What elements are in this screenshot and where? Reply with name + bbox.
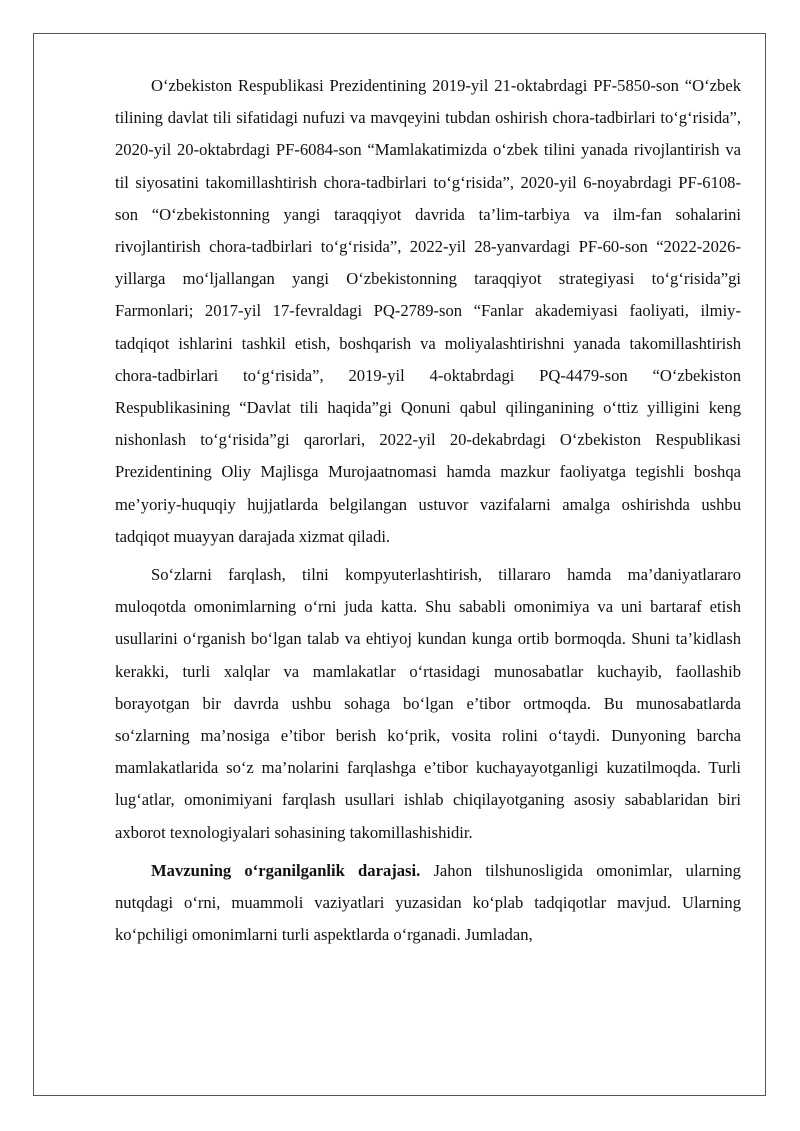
paragraph-text: So‘zlarni farqlash, tilni kompyuterlashtirish, tillararo hamda ma’daniyatlararo muloqotda omonimlarning o‘rni juda katta. Shu sababli omonimiya va uni bartaraf etish usullarini o‘rganish bo‘lgan talab va ehtiyoj kundan kunga ortib bormoqda. Shuni ta’kidlash kerakki, turli xalqlar va mamlakatlar o‘rtasidagi munosabatlar kuchayib, faollashib borayotgan bir davrda ushbu sohaga bo‘lgan e’tibor ortmoqda. Bu munosabatlarda so‘zlarning ma’nosiga e’tibor berish ko‘prik, vosita rolini o‘taydi. Dunyoning barcha mamlakatlarida so‘z ma’nolarini farqlashga e’tibor kuchayayotganligi kuzatilmoqda. Turli lug‘atlar, omonimiyani farqlash usullari ishlab chiqilayotganing asosiy sabablaridan biri axborot texnologiyalari sohasining takomillashishidir. — [115, 565, 741, 842]
paragraph-decrees — [115, 70, 741, 553]
paragraph-relevance — [115, 559, 741, 849]
section-heading-inline: Mavzuning o‘rganilganlik darajasi. — [151, 860, 421, 880]
document-body — [115, 70, 741, 951]
paragraph-text: O‘zbekiston Respublikasi Prezidentining 2019-yil 21-oktabrdagi PF-5850-son “O‘zbek tilining davlat tili sifatidagi nufuzi va mavqeyini tubdan oshirish chora-tadbirlari to‘g‘risida”, 2020-yil 20-oktabrdagi PF-6084-son “Mamlakatimizda o‘zbek tilini yanada rivojlantirish va til siyosatini takomillashtirish chora-tadbirlari to‘g‘risida”, 2020-yil 6-noyabrdagi PF-6108-son “O‘zbekistonning yangi taraqqiyot davrida ta’lim-tarbiya va ilm-fan sohalarini rivojlantirish chora-tadbirlari to‘g‘risida”, 2022-yil 28-yanvardagi PF-60-son “2022-2026-yillarga mo‘ljallangan yangi O‘zbekistonning taraqqiyot strategiyasi to‘g‘risida”gi Farmonlari; 2017-yil 17-fevraldagi PQ-2789-son “Fanlar akademiyasi faoliyati, ilmiy-tadqiqot ishlarini tashkil etish, boshqarish va moliyalashtirishni yanada takomillashtirish chora-tadbirlari to‘g‘risida”, 2019-yil 4-oktabrdagi PQ-4479-son “O‘zbekiston Respublikasining “Davlat tili haqida”gi Qonuni qabul qilinganining o‘ttiz yilligini keng nishonlash to‘g‘risida”gi qarorlari, 2022-yil 20-dekabrdagi O‘zbekiston Respublikasi Prezidentining Oliy Majlisga Murojaatnomasi hamda mazkur faoliyatga tegishli boshqa me’yoriy-huquqiy hujjatlarda belgilangan ustuvor vazifalarni amalga oshirishda ushbu tadqiqot muayyan darajada xizmat qiladi. — [115, 76, 741, 546]
paragraph-text: Jahon tilshunosligida omonimlar, ularning nutqdagi o‘rni, muammoli vaziyatlari yuzasidan ko‘plab tadqiqotlar mavjud. Ularning ko‘pchiligi omonimlarni turli aspektlarda o‘rganadi. Jumladan, — [115, 860, 741, 945]
paragraph-study-level — [115, 855, 741, 952]
